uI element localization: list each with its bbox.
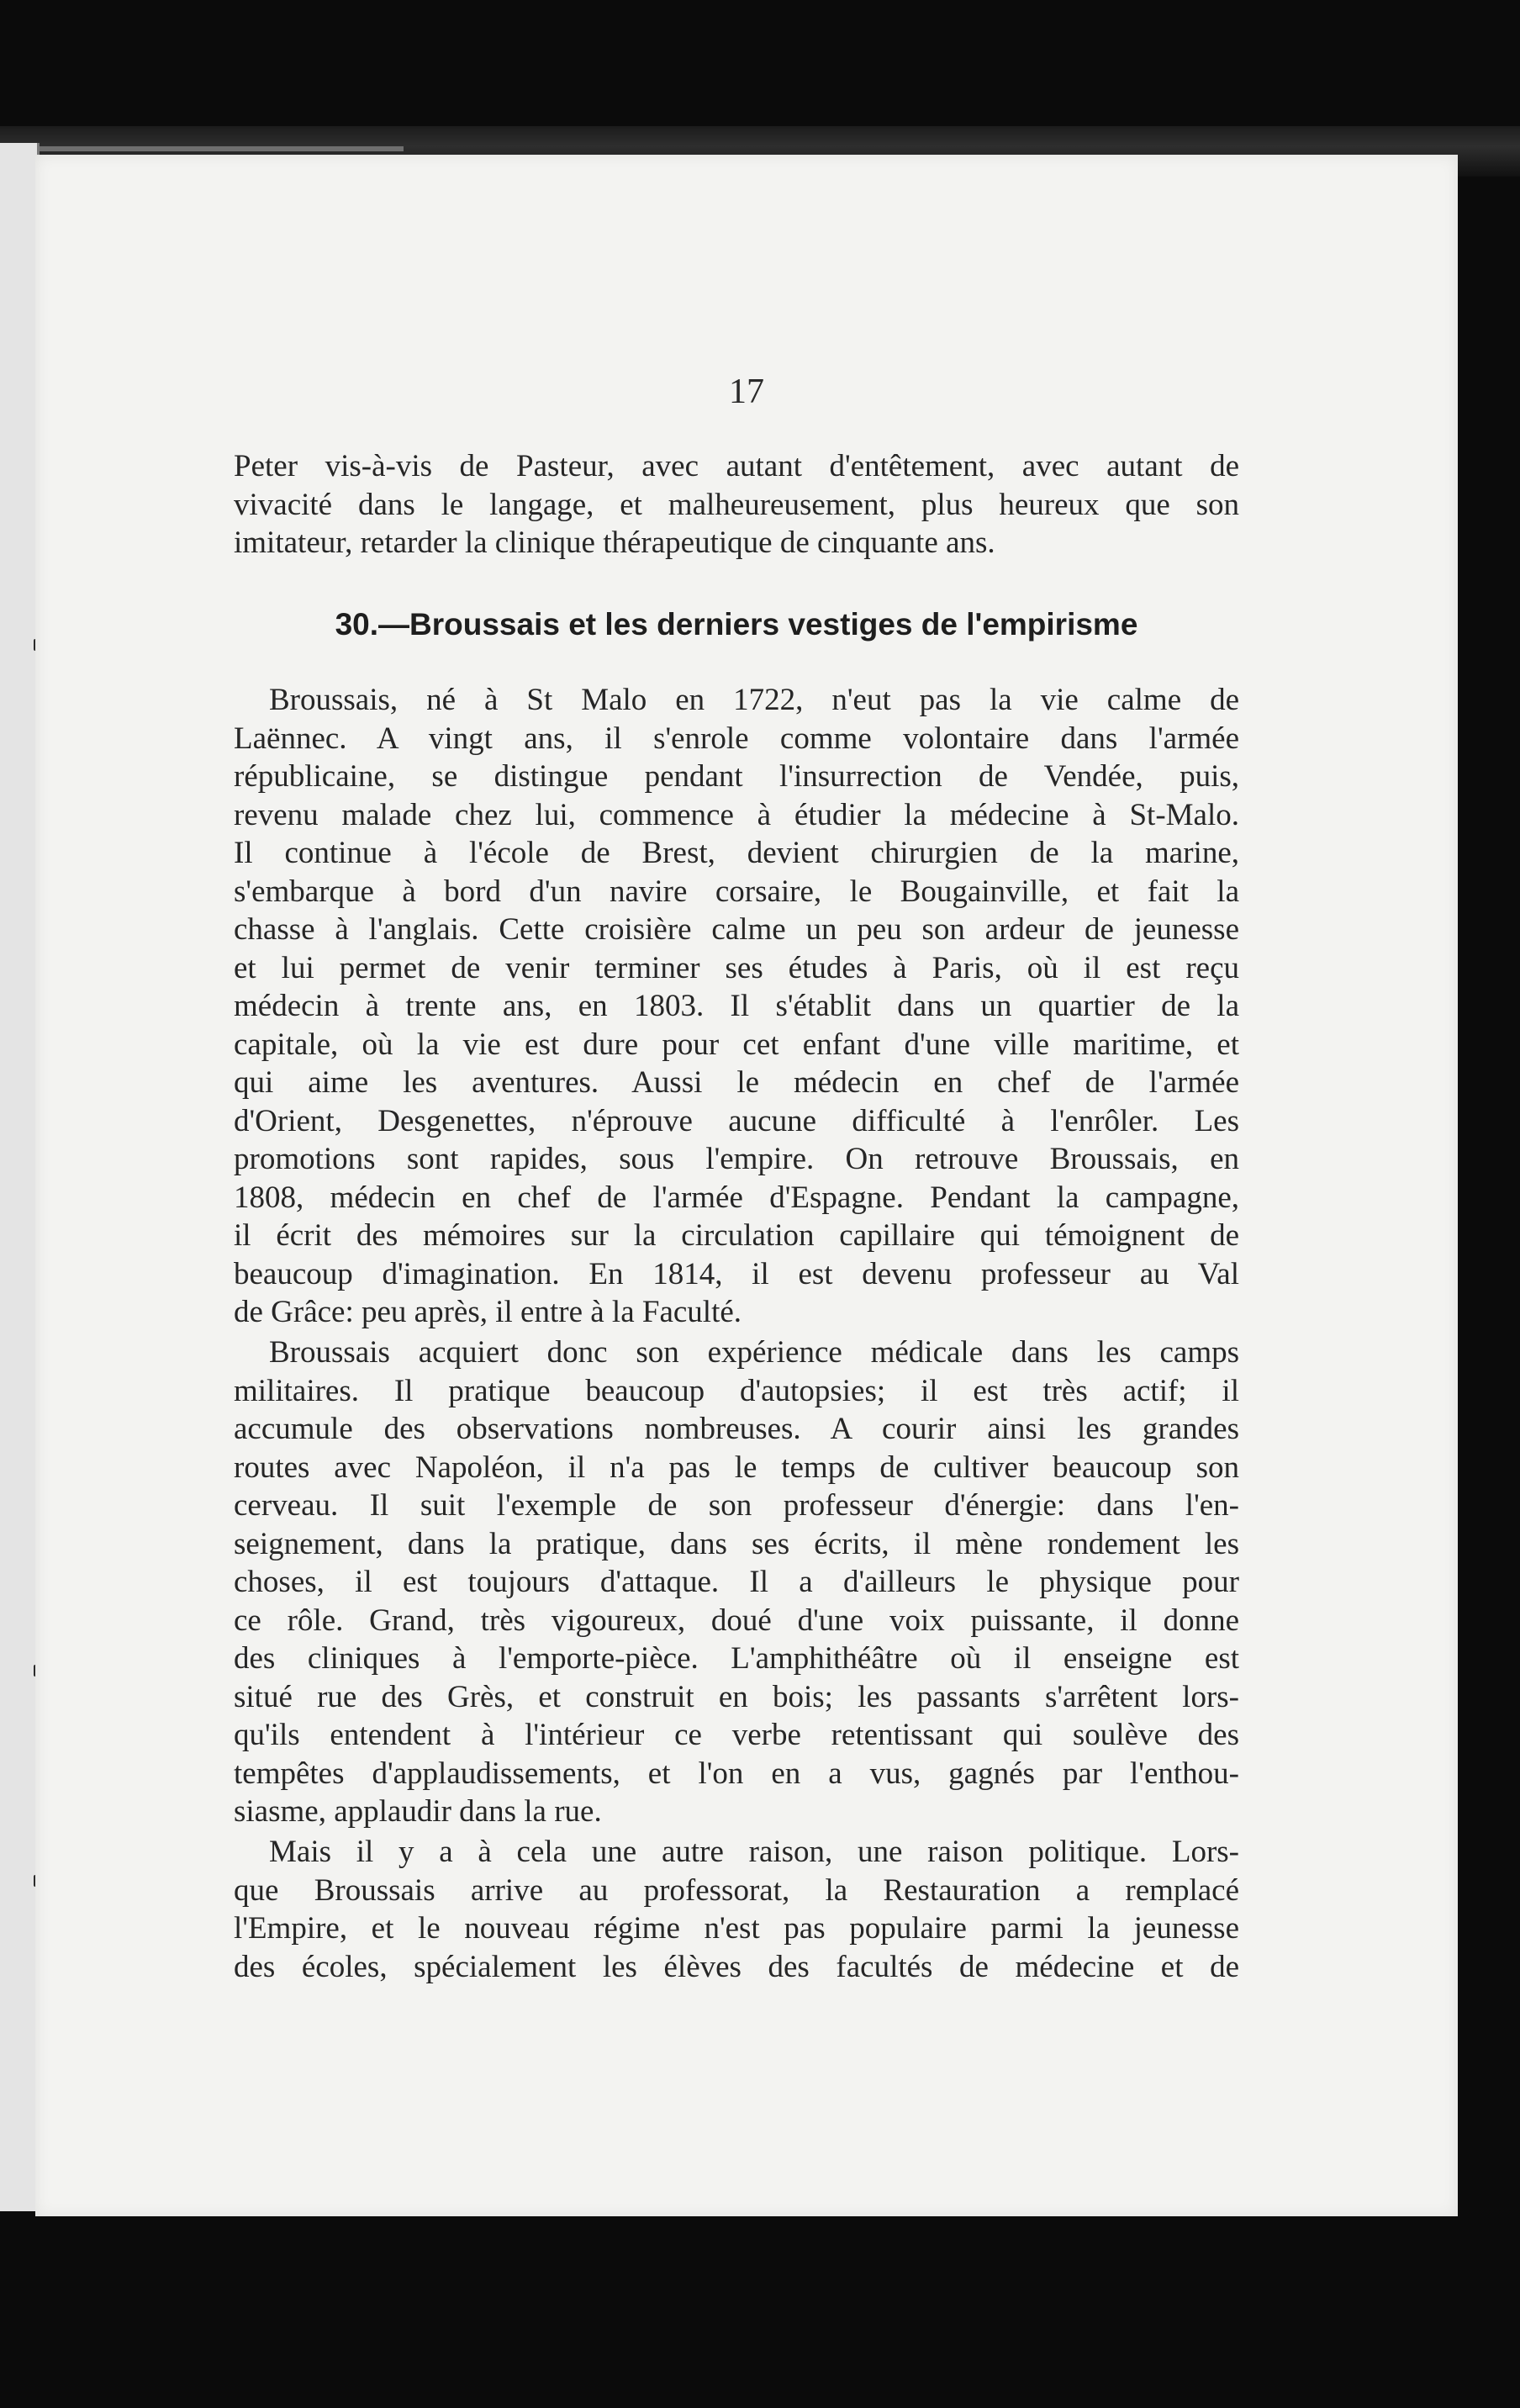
text-line: vivacité dans le langage, et malheureusement, plus heureux que son <box>234 487 1239 522</box>
text-line: l'Empire, et le nouveau régime n'est pas populaire parmi la jeunesse <box>234 1911 1239 1946</box>
text-line: de Grâce: peu après, il entre à la Faculté. <box>234 1295 742 1329</box>
text-line: Il continue à l'école de Brest, devient chirurgien de la marine, <box>234 836 1239 870</box>
text-line: revenu malade chez lui, commence à étudier la médecine à St-Malo. <box>234 797 1239 832</box>
text-line: d'Orient, Desgenettes, n'éprouve aucune difficulté à l'enrôler. Les <box>234 1103 1239 1138</box>
text-line: situé rue des Grès, et construit en bois; les passants s'arrêtent lors- <box>234 1679 1239 1714</box>
adjacent-page-edge <box>0 143 40 2211</box>
text-line: ce rôle. Grand, très vigoureux, doué d'une voix puissante, il donne <box>234 1603 1239 1638</box>
text-line: il écrit des mémoires sur la circulation capillaire qui témoignent de <box>234 1218 1239 1253</box>
text-line: des cliniques à l'emporte-pièce. L'amphithéâtre où il enseigne est <box>234 1641 1239 1676</box>
text-line: Mais il y a à cela une autre raison, une raison politique. Lors- <box>269 1835 1239 1869</box>
text-line: que Broussais arrive au professorat, la Restauration a remplacé <box>234 1872 1239 1908</box>
text-line: cerveau. Il suit l'exemple de son professeur d'énergie: dans l'en- <box>234 1488 1239 1523</box>
text-line: des écoles, spécialement les élèves des facultés de médecine et de <box>234 1949 1239 1984</box>
text-line: capitale, où la vie est dure pour cet enfant d'une ville maritime, et <box>234 1027 1239 1062</box>
text-line: choses, il est toujours d'attaque. Il a d'ailleurs le physique pour <box>234 1565 1239 1599</box>
text-line: imitateur, retarder la clinique thérapeutique de cinquante ans. <box>234 525 995 560</box>
text-line: et lui permet de venir terminer ses études à Paris, où il est reçu <box>234 950 1239 985</box>
page-number: 17 <box>729 372 764 411</box>
text-line: Laënnec. A vingt ans, il s'enrole comme volontaire dans l'armée <box>234 721 1239 756</box>
text-line: promotions sont rapides, sous l'empire. On retrouve Broussais, en <box>234 1142 1239 1176</box>
text-line: qui aime les aventures. Aussi le médecin en chef de l'armée <box>234 1065 1239 1100</box>
text-line: beaucoup d'imagination. En 1814, il est devenu professeur au Val <box>234 1256 1239 1291</box>
paragraph-2 <box>234 1333 1239 1831</box>
scan-top-strip-line <box>0 146 404 151</box>
text-line: chasse à l'anglais. Cette croisière calme un peu son ardeur de jeunesse <box>234 912 1239 947</box>
paragraph-3 <box>234 1833 1239 1986</box>
text-line: Broussais, né à St Malo en 1722, n'eut pas la vie calme de <box>269 683 1239 717</box>
text-line: accumule des observations nombreuses. A courir ainsi les grandes <box>234 1412 1239 1446</box>
text-line: siasme, applaudir dans la rue. <box>234 1794 602 1829</box>
text-line: 1808, médecin en chef de l'armée d'Espagne. Pendant la campagne, <box>234 1180 1239 1215</box>
text-line: routes avec Napoléon, il n'a pas le temps de cultiver beaucoup son <box>234 1450 1239 1485</box>
text-line: Peter vis-à-vis de Pasteur, avec autant d'entêtement, avec autant de <box>234 449 1239 483</box>
text-line: Broussais acquiert donc son expérience médicale dans les camps <box>269 1335 1239 1370</box>
text-line: s'embarque à bord d'un navire corsaire, le Bougainville, et fait la <box>234 874 1239 909</box>
paragraph-1 <box>234 681 1239 1332</box>
section-heading: 30.—Broussais et les derniers vestiges de l'empirisme <box>335 607 1138 642</box>
text-line: tempêtes d'applaudissements, et l'on en a vus, gagnés par l'enthou- <box>234 1756 1239 1791</box>
text-line: républicaine, se distingue pendant l'insurrection de Vendée, puis, <box>234 759 1239 794</box>
text-line: seignement, dans la pratique, dans ses écrits, il mène rondement les <box>234 1526 1239 1561</box>
text-line: militaires. Il pratique beaucoup d'autopsies; il est très actif; il <box>234 1373 1239 1408</box>
text-line: qu'ils entendent à l'intérieur ce verbe retentissant qui soulève des <box>234 1718 1239 1752</box>
text-line: médecin à trente ans, en 1803. Il s'établit dans un quartier de la <box>234 989 1239 1023</box>
